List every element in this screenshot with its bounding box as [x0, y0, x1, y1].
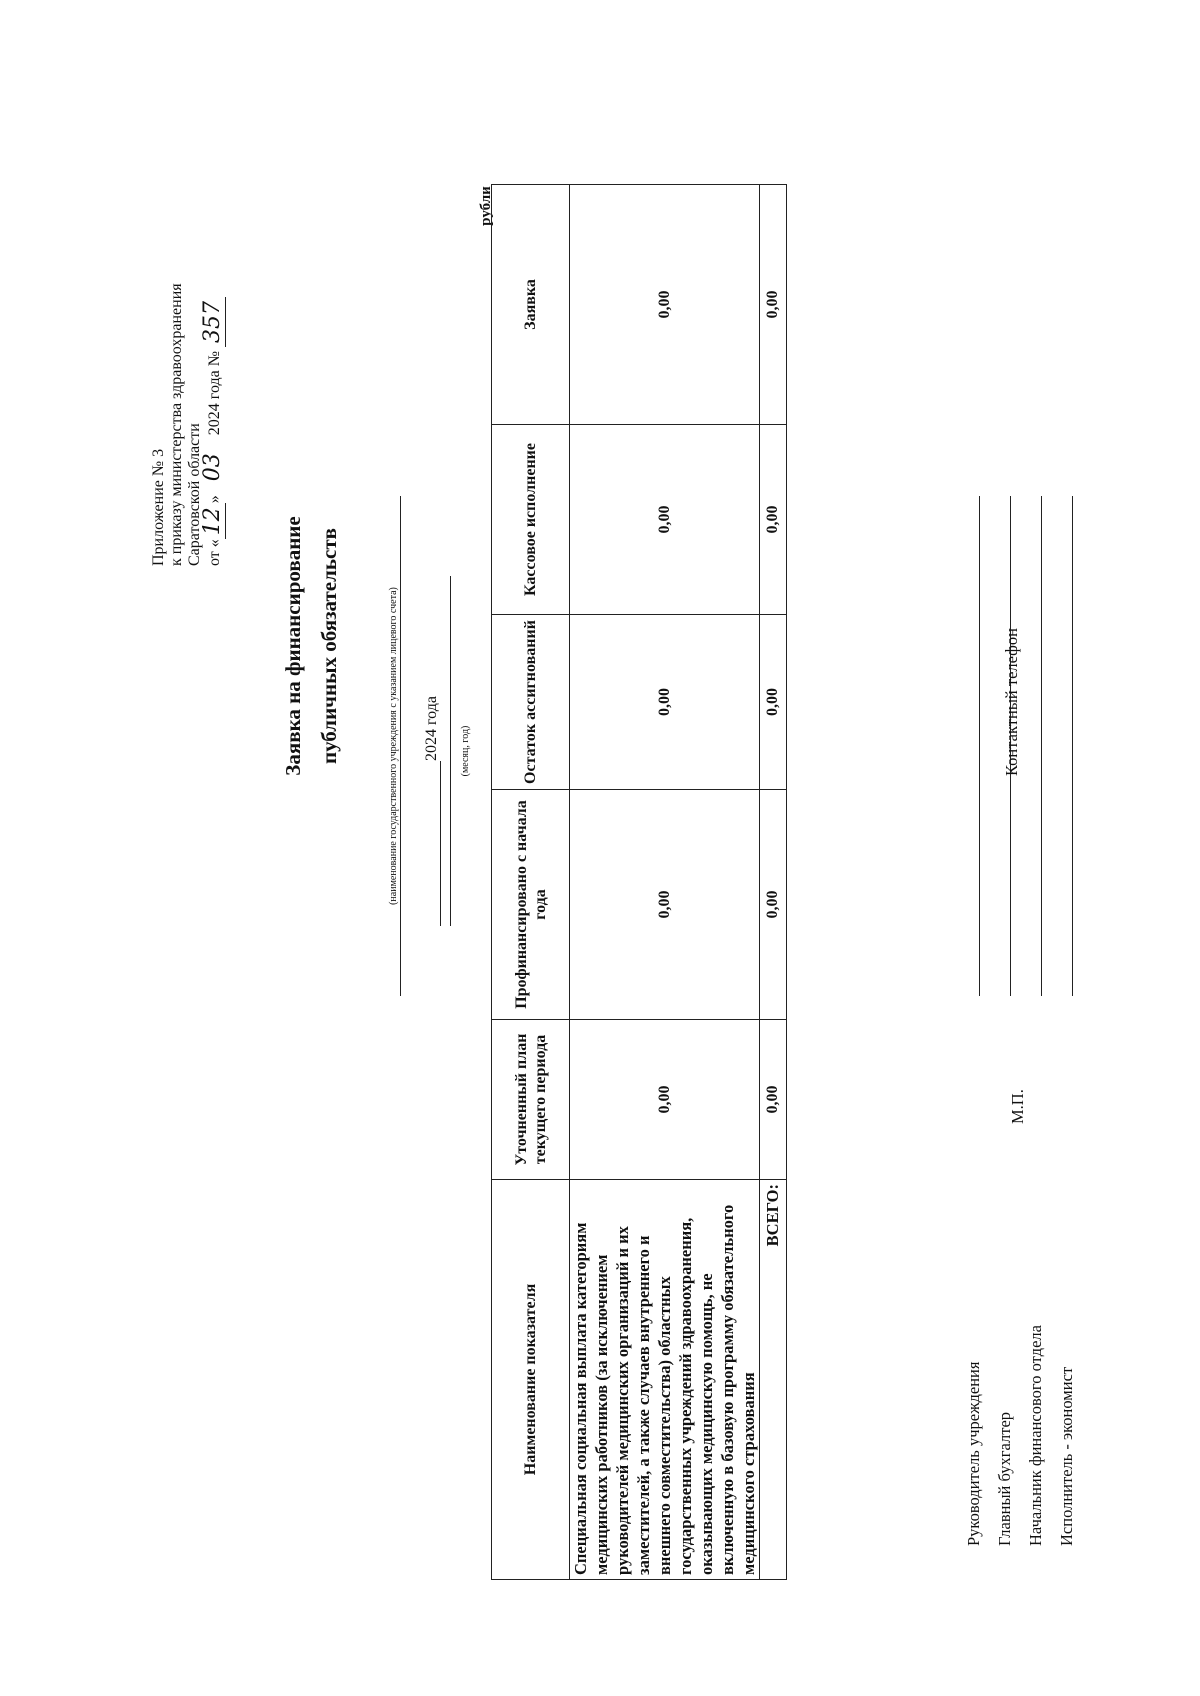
value-remainder: 0,00 [570, 615, 760, 790]
total-plan: 0,00 [760, 1020, 787, 1180]
appendix-line-2: к приказу министерства здравоохранения [168, 283, 185, 566]
header-plan: Уточненный план текущего периода [492, 1020, 570, 1180]
period-line [423, 576, 441, 926]
header-cash-execution: Кассовое исполнение [492, 425, 570, 615]
signature-executor: Исполнитель - экономист [1057, 1366, 1076, 1546]
value-plan: 0,00 [570, 1020, 760, 1180]
appendix-date-line [200, 283, 225, 566]
header-indicator: Наименование показателя [492, 1180, 570, 1580]
signature-line-head [979, 496, 980, 996]
signature-head: Руководитель учреждения [964, 1361, 983, 1546]
signature-finance-head: Начальник финансового отдела [1026, 1325, 1045, 1546]
table-row [570, 185, 760, 1580]
appendix-line-3: Саратовской области [186, 423, 203, 566]
period-underline [450, 576, 451, 926]
total-cash-execution: 0,00 [760, 425, 787, 615]
document-title [275, 196, 347, 1096]
title-line-2: публичных обязательств [317, 528, 341, 765]
currency-unit: рубли [478, 186, 494, 226]
signature-line-executor [1072, 496, 1073, 996]
signature-line-finance-head [1041, 496, 1042, 996]
institution-name-line [400, 496, 401, 996]
month-blank [440, 761, 441, 926]
total-label: ВСЕГО: [760, 1180, 787, 1580]
date-year-text: 2024 года № [206, 351, 223, 436]
table-header-row [492, 185, 570, 1580]
signature-accountant: Главный бухгалтер [995, 1411, 1014, 1546]
total-remainder: 0,00 [760, 615, 787, 790]
institution-caption: (наименование государственного учреждения с указанием лицевого счета) [388, 587, 399, 905]
appendix-line-1: Приложение № 3 [150, 448, 167, 566]
header-request: Заявка [492, 185, 570, 425]
stamp-placeholder: М.П. [1008, 1089, 1027, 1124]
value-cash-execution: 0,00 [570, 425, 760, 615]
total-request: 0,00 [760, 185, 787, 425]
period-year: 2024 года [423, 696, 440, 761]
handwritten-doc-number: 357 [200, 297, 226, 347]
contact-phone-label: Контактный телефон [1002, 628, 1021, 776]
period-caption: (месяц, год) [460, 725, 471, 777]
value-request: 0,00 [570, 185, 760, 425]
financing-table [491, 184, 787, 1580]
title-line-1: Заявка на финансирование [281, 516, 305, 776]
header-financed: Профинансировано с начала года [492, 790, 570, 1020]
date-prefix: от « [206, 539, 223, 566]
signature-block [958, 1325, 1082, 1546]
value-financed: 0,00 [570, 790, 760, 1020]
appendix-reference [150, 283, 224, 566]
header-remainder: Остаток ассигнований [492, 615, 570, 790]
date-close: » [206, 495, 223, 504]
total-financed: 0,00 [760, 790, 787, 1020]
handwritten-day: 12 [200, 503, 226, 539]
table-total-row [760, 185, 787, 1580]
indicator-name: Специальная социальная выплата категориям медицинских работников (за исключением руководителей медицинских организаций и их заместителей, а также случаев внутреннего и внешнего совместительства) областных государственных учреждений здравоохранения, оказывающих медицинскую помощь, не включенную в базовую программу обязательного медицинского страхования [570, 1180, 760, 1580]
handwritten-month: 03 [200, 453, 225, 482]
